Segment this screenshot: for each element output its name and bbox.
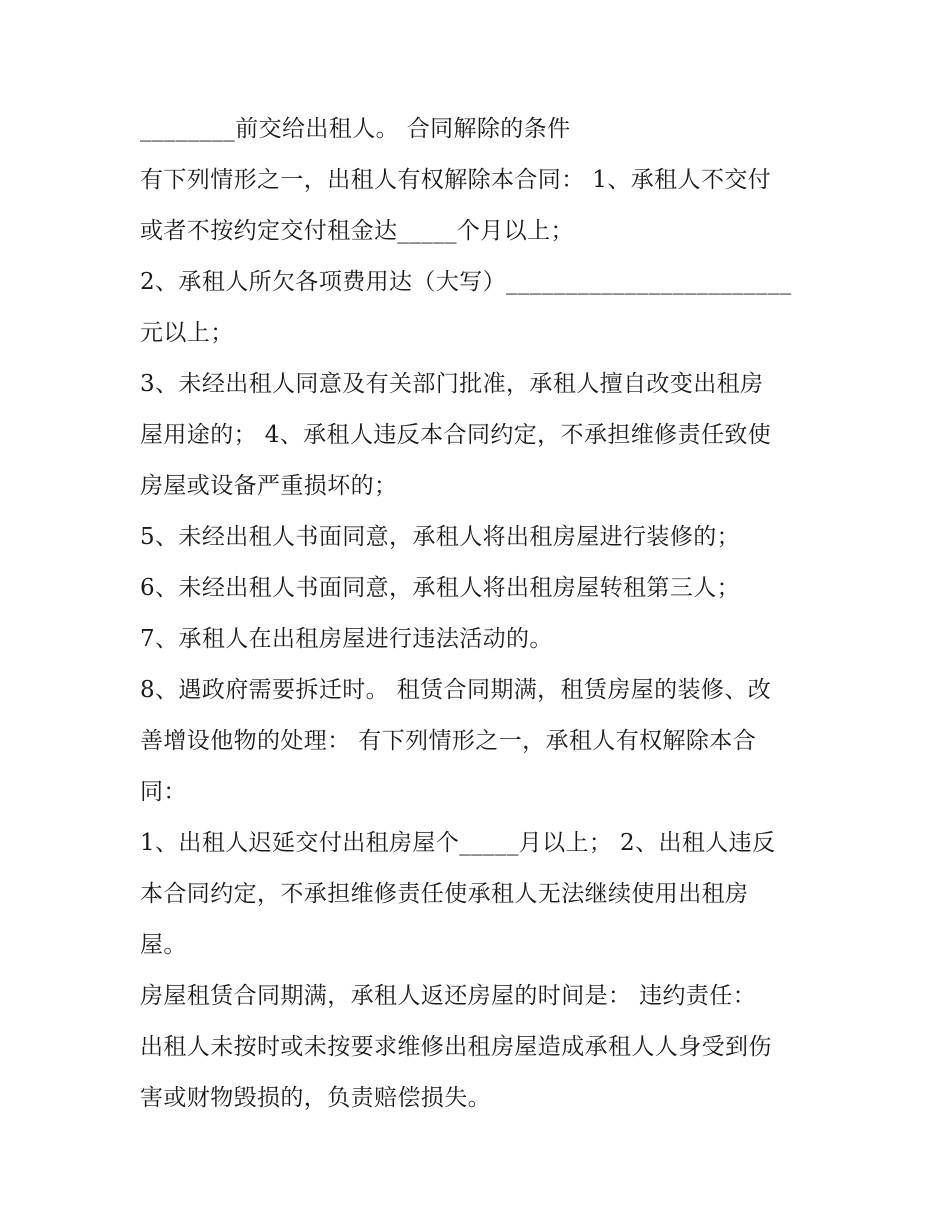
- text-line: 出租人未按时或未按要求维修出租房屋造成承租人人身受到伤: [140, 1034, 772, 1060]
- text-line: 6、未经出租人书面同意，承租人将出租房屋转租第三人；: [140, 575, 741, 601]
- text-line: 元以上；: [140, 320, 234, 346]
- text-line: 屋用途的； 4、承租人违反本合同约定，不承担维修责任致使: [140, 422, 772, 448]
- text-line: 7、承租人在出租房屋进行违法活动的。: [140, 626, 553, 652]
- document-body: [140, 104, 830, 1124]
- text-line: 房屋租赁合同期满，承租人返还房屋的时间是： 违约责任：: [140, 983, 757, 1009]
- text-line: 8、遇政府需要拆迁时。 租赁合同期满，租赁房屋的装修、改: [140, 677, 772, 703]
- text-line: 房屋或设备严重损坏的；: [140, 473, 398, 499]
- text-line: 同：: [140, 779, 187, 805]
- text-line: 害或财物毁损的，负责赔偿损失。: [140, 1085, 491, 1111]
- text-line: 屋。: [140, 932, 187, 958]
- text-line: 善增设他物的处理： 有下列情形之一，承租人有权解除本合: [140, 728, 757, 754]
- text-line: 3、未经出租人同意及有关部门批准，承租人擅自改变出租房: [140, 371, 764, 397]
- text-line: ________前交给出租人。 合同解除的条件: [140, 116, 571, 142]
- text-line: 1、出租人迟延交付出租房屋个_____月以上； 2、出租人违反: [140, 830, 776, 856]
- text-line: 有下列情形之一，出租人有权解除本合同： 1、承租人不交付: [140, 167, 772, 193]
- text-line: 或者不按约定交付租金达_____个月以上；: [140, 218, 574, 244]
- text-line: 2、承租人所欠各项费用达（大写）________________________: [140, 269, 792, 295]
- text-line: 5、未经出租人书面同意，承租人将出租房屋进行装修的；: [140, 524, 741, 550]
- text-line: 本合同约定，不承担维修责任使承租人无法继续使用出租房: [140, 881, 749, 907]
